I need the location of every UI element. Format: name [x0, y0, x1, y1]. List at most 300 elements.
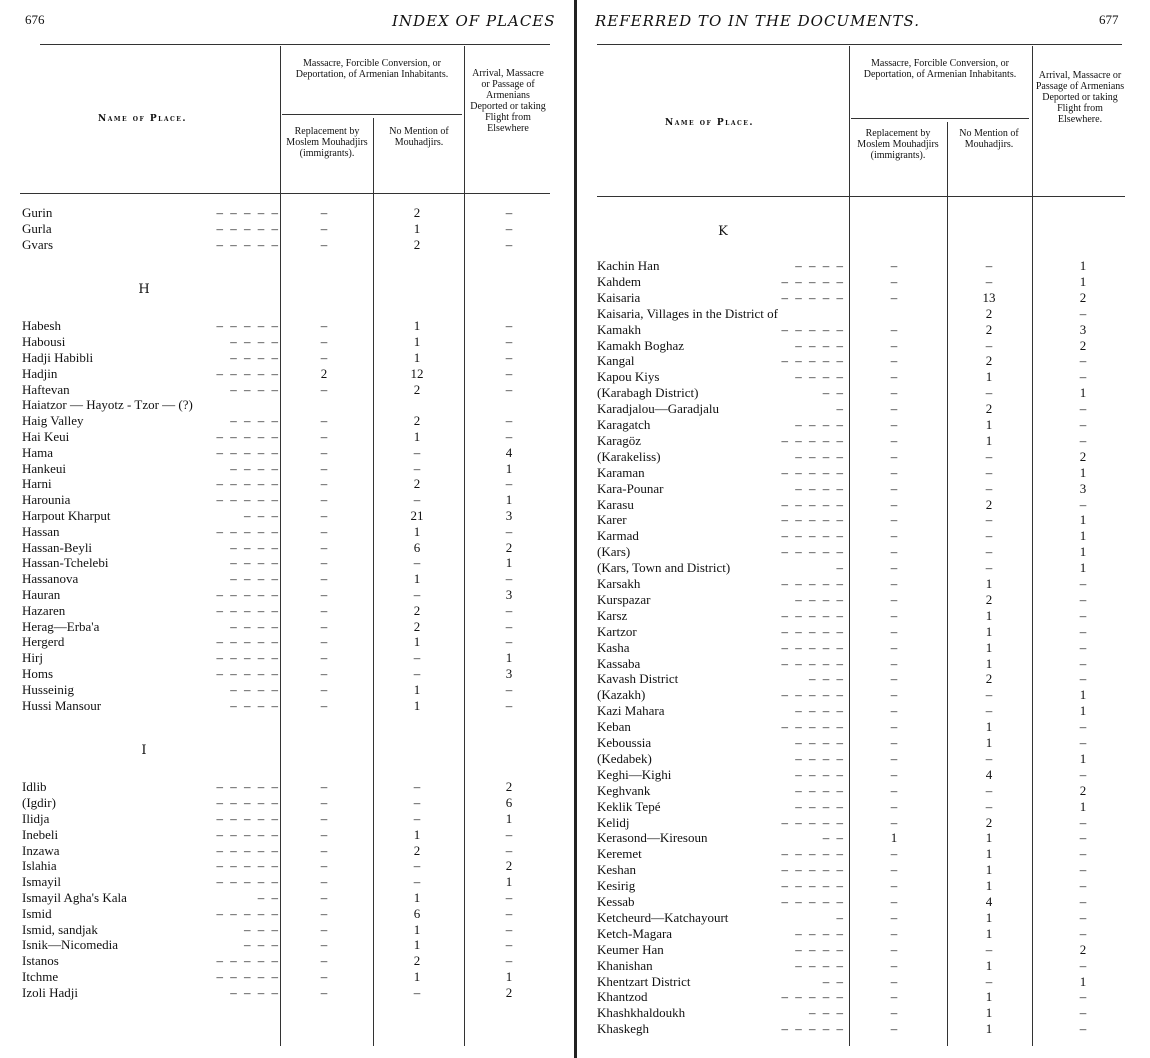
arrival-value: 2	[505, 858, 513, 874]
place-name: Ismayil Agha's Kala	[22, 890, 127, 905]
arrival-value: –	[505, 365, 513, 381]
place-name: Gvars	[22, 236, 54, 252]
index-row	[597, 767, 1125, 783]
no-mention-value: –	[985, 480, 993, 496]
index-row	[597, 353, 1125, 369]
index-row	[22, 953, 552, 969]
arrival-value: 1	[1079, 544, 1087, 560]
leader-dashes: – – – – –	[781, 432, 845, 448]
leader-dashes: – –	[822, 830, 845, 846]
arrival-value: –	[1079, 814, 1087, 830]
replacement-value: –	[320, 905, 328, 921]
no-mention-value: 2	[413, 618, 421, 634]
replacement-value: –	[320, 492, 328, 508]
replacement-value: –	[890, 528, 898, 544]
replacement-value: –	[320, 460, 328, 476]
replacement-value: –	[890, 878, 898, 894]
replacement-value: –	[320, 381, 328, 397]
replacement-value: –	[320, 444, 328, 460]
place-name: Ilidja	[22, 811, 50, 826]
no-mention-value: –	[985, 703, 993, 719]
index-row	[597, 1021, 1125, 1037]
no-mention-value: –	[985, 941, 993, 957]
place-name: Kerasond—Kiresoun	[597, 830, 708, 846]
index-row	[22, 237, 552, 253]
replacement-value: –	[890, 766, 898, 782]
index-row	[597, 528, 1125, 544]
index-row	[597, 783, 1125, 799]
header-bottom-rule	[20, 193, 550, 194]
no-mention-value: –	[413, 858, 421, 874]
replacement-value: –	[320, 318, 328, 334]
place-name: Habesh	[22, 318, 61, 334]
replacement-value: –	[320, 811, 328, 826]
place-name: Kahdem	[597, 273, 642, 289]
place-name: Haiatzor — Hayotz - Tzor — (?)	[22, 397, 193, 413]
leader-dashes: – – – – –	[216, 318, 280, 334]
index-row	[22, 937, 552, 953]
replacement-value: –	[890, 544, 898, 560]
no-mention-value: –	[413, 811, 421, 826]
leader-dashes: – – – – –	[781, 814, 845, 830]
leader-dashes: – – – –	[795, 480, 845, 496]
no-mention-value: 1	[985, 846, 993, 862]
index-row	[597, 910, 1125, 926]
replacement-value: 2	[320, 365, 328, 381]
leader-dashes: – – –	[809, 1005, 845, 1021]
index-row	[22, 461, 552, 477]
index-row	[22, 827, 552, 843]
leader-dashes: – – – –	[795, 369, 845, 385]
no-mention-value: 1	[985, 719, 993, 735]
no-mention-value: 1	[985, 1005, 993, 1021]
leader-dashes: – –	[822, 973, 845, 989]
leader-dashes: – – – –	[230, 350, 280, 365]
arrival-value: –	[505, 602, 513, 618]
replacement-value: –	[890, 909, 898, 925]
replacement-value: –	[890, 607, 898, 623]
place-name: Kaisaria, Villages in the District of	[597, 305, 778, 321]
leader-dashes: – – – – –	[216, 953, 280, 969]
replacement-value: –	[890, 735, 898, 750]
replacement-value: –	[320, 953, 328, 969]
place-name: Inebeli	[22, 826, 59, 842]
leader-dashes: – – – –	[795, 591, 845, 607]
index-row	[597, 878, 1125, 894]
arrival-value: 3	[1079, 321, 1087, 337]
column-header-group: Massacre, Forcible Conversion, or Deportation, of Armenian Inhabitants.	[863, 58, 1017, 80]
leader-dashes: – – – – –	[781, 989, 845, 1005]
replacement-value: –	[320, 890, 328, 905]
index-row	[597, 799, 1125, 815]
leader-dashes: – – – –	[795, 766, 845, 782]
leader-dashes: –	[836, 909, 845, 925]
arrival-value: 1	[1079, 512, 1087, 528]
index-row	[597, 258, 1125, 274]
leader-dashes: – – – –	[795, 782, 845, 798]
no-mention-value: 1	[985, 862, 993, 878]
place-name: Hassan-Beyli	[22, 539, 93, 555]
header-mid-rule	[282, 114, 462, 115]
place-name: Karagatch	[597, 417, 651, 432]
place-name: Isnik—Nicomedia	[22, 937, 119, 953]
replacement-value: –	[890, 925, 898, 941]
replacement-value: –	[890, 289, 898, 305]
no-mention-value: 1	[413, 220, 421, 236]
index-row	[22, 682, 552, 698]
index-row	[22, 445, 552, 461]
replacement-value: –	[320, 858, 328, 874]
index-row	[597, 560, 1125, 576]
index-row	[22, 811, 552, 827]
index-row	[597, 592, 1125, 608]
leader-dashes: – – – – –	[216, 811, 280, 826]
leader-dashes: – – – – –	[216, 969, 280, 984]
no-mention-value: –	[985, 385, 993, 401]
arrival-value: –	[505, 905, 513, 921]
index-row	[597, 751, 1125, 767]
leader-dashes: – – – – –	[781, 1021, 845, 1037]
arrival-value: –	[1079, 957, 1087, 973]
no-mention-value: 1	[413, 921, 421, 937]
no-mention-value: 1	[413, 571, 421, 587]
replacement-value: –	[890, 273, 898, 289]
arrival-value: –	[505, 681, 513, 697]
leader-dashes: – – – – –	[216, 666, 280, 681]
replacement-value: –	[320, 555, 328, 571]
no-mention-value: 1	[985, 369, 993, 385]
arrival-value: 1	[505, 555, 513, 571]
arrival-value: –	[1079, 878, 1087, 894]
place-name: Karsz	[597, 607, 628, 623]
no-mention-value: 1	[413, 634, 421, 650]
leader-dashes: – – – –	[795, 703, 845, 719]
place-name: Kessab	[597, 894, 635, 909]
running-head: INDEX OF PLACES	[392, 12, 556, 30]
no-mention-value: –	[985, 782, 993, 798]
place-name: Karmad	[597, 528, 639, 544]
leader-dashes: – – – –	[795, 798, 845, 814]
arrival-value: 1	[505, 874, 513, 890]
replacement-value: –	[320, 826, 328, 842]
place-name: Islahia	[22, 858, 57, 874]
place-name: Kesirig	[597, 878, 636, 894]
replacement-value: –	[320, 571, 328, 587]
place-name: (Kars, Town and District)	[597, 560, 731, 576]
no-mention-value: 1	[413, 429, 421, 444]
no-mention-value: –	[413, 984, 421, 1000]
place-name: Kamakh Boghaz	[597, 337, 685, 353]
index-row	[597, 449, 1125, 465]
index-row	[597, 846, 1125, 862]
replacement-value: –	[320, 874, 328, 890]
place-name: Kelidj	[597, 814, 630, 830]
arrival-value: –	[1079, 989, 1087, 1005]
no-mention-value: 2	[985, 353, 993, 369]
leader-dashes: – –	[257, 890, 280, 905]
index-row	[597, 544, 1125, 560]
index-row	[597, 735, 1125, 751]
replacement-value: –	[320, 476, 328, 492]
arrival-value: –	[505, 523, 513, 539]
leader-dashes: – – –	[244, 508, 280, 523]
arrival-value: 2	[505, 779, 513, 795]
arrival-value: –	[505, 318, 513, 334]
place-name: Karaman	[597, 464, 645, 480]
page-number: 676	[25, 12, 45, 27]
arrival-value: 1	[1079, 703, 1087, 719]
arrival-value: 3	[505, 666, 513, 681]
replacement-value: –	[890, 639, 898, 655]
arrival-value: 1	[1079, 273, 1087, 289]
replacement-value: –	[890, 385, 898, 401]
index-row	[597, 306, 1125, 322]
leader-dashes: – – – – –	[781, 496, 845, 512]
replacement-value: –	[890, 894, 898, 909]
no-mention-value: 12	[410, 365, 424, 381]
arrival-value: 3	[1079, 480, 1087, 496]
index-row	[22, 382, 552, 398]
place-name: Hergerd	[22, 634, 65, 650]
leader-dashes: – – – – –	[216, 523, 280, 539]
index-row	[22, 634, 552, 650]
arrival-value: 1	[505, 811, 513, 826]
index-row	[597, 401, 1125, 417]
index-row	[22, 540, 552, 556]
index-row	[22, 508, 552, 524]
index-row	[22, 555, 552, 571]
place-name: Gurla	[22, 220, 52, 236]
place-name: Kara-Pounar	[597, 480, 664, 496]
arrival-value: 2	[1079, 941, 1087, 957]
index-row	[597, 687, 1125, 703]
replacement-value: –	[320, 697, 328, 713]
no-mention-value: –	[413, 587, 421, 602]
index-row	[597, 942, 1125, 958]
no-mention-value: –	[985, 448, 993, 464]
place-name: (Igdir)	[22, 795, 56, 811]
leader-dashes: – – – –	[795, 957, 845, 973]
leader-dashes: – – – – –	[216, 874, 280, 890]
arrival-value: 1	[505, 650, 513, 666]
arrival-value: –	[1079, 607, 1087, 623]
index-row	[22, 619, 552, 635]
arrival-value: –	[505, 826, 513, 842]
arrival-value: –	[505, 429, 513, 444]
index-row	[22, 571, 552, 587]
replacement-value: –	[890, 671, 898, 687]
index-row	[597, 322, 1125, 338]
arrival-value: –	[1079, 576, 1087, 591]
replacement-value: –	[890, 576, 898, 591]
leader-dashes: – – – – –	[781, 544, 845, 560]
leader-dashes: – – – –	[795, 258, 845, 273]
arrival-value: –	[505, 937, 513, 953]
place-name: Hama	[22, 444, 54, 460]
place-name: Ismayil	[22, 874, 61, 890]
no-mention-value: 1	[985, 957, 993, 973]
column-header-no-mention: No Mention of Mouhadjirs.	[389, 126, 449, 148]
replacement-value: –	[890, 417, 898, 432]
replacement-value: –	[890, 798, 898, 814]
replacement-value: 1	[890, 830, 898, 846]
arrival-value: –	[1079, 353, 1087, 369]
replacement-value: –	[320, 984, 328, 1000]
replacement-value: –	[890, 480, 898, 496]
leader-dashes: – – – – –	[216, 842, 280, 858]
arrival-value: –	[1079, 735, 1087, 750]
replacement-value: –	[320, 523, 328, 539]
index-row	[22, 603, 552, 619]
leader-dashes: – – – – –	[216, 858, 280, 874]
leader-dashes: – – – –	[230, 571, 280, 587]
place-name: Hadji Habibli	[22, 350, 94, 365]
column-header-name: Name of Place.	[98, 114, 187, 124]
replacement-value: –	[890, 719, 898, 735]
arrival-value: –	[1079, 925, 1087, 941]
column-header-group: Massacre, Forcible Conversion, or Deportation, of Armenian Inhabitants.	[295, 58, 449, 80]
leader-dashes: – – – – –	[216, 634, 280, 650]
index-row	[22, 429, 552, 445]
no-mention-value: 1	[985, 925, 993, 941]
no-mention-value: 1	[413, 697, 421, 713]
no-mention-value: 1	[985, 639, 993, 655]
no-mention-value: 1	[985, 735, 993, 750]
index-row	[597, 274, 1125, 290]
no-mention-value: –	[413, 444, 421, 460]
replacement-value: –	[320, 969, 328, 984]
place-name: Kasha	[597, 639, 630, 655]
place-name: Khentzart District	[597, 973, 691, 989]
no-mention-value: 1	[413, 937, 421, 953]
replacement-value: –	[320, 779, 328, 795]
no-mention-value: –	[413, 874, 421, 890]
replacement-value: –	[890, 957, 898, 973]
replacement-value: –	[890, 814, 898, 830]
arrival-value: 1	[1079, 385, 1087, 401]
no-mention-value: 4	[985, 894, 993, 909]
place-name: Khashkhaldoukh	[597, 1005, 686, 1021]
place-name: Karer	[597, 512, 627, 528]
index-row	[22, 221, 552, 237]
replacement-value: –	[320, 666, 328, 681]
index-row	[22, 922, 552, 938]
arrival-value: –	[1079, 417, 1087, 432]
column-header-name: Name of Place.	[665, 118, 754, 128]
place-name: Haftevan	[22, 381, 70, 397]
no-mention-value: 1	[985, 576, 993, 591]
no-mention-value: 1	[413, 350, 421, 365]
no-mention-value: 2	[413, 205, 421, 220]
place-name: Hai Keui	[22, 429, 70, 444]
arrival-value: 3	[505, 508, 513, 523]
index-row	[597, 369, 1125, 385]
arrival-value: –	[1079, 655, 1087, 671]
section-heading: K	[718, 224, 728, 239]
no-mention-value: 2	[985, 814, 993, 830]
leader-dashes: – – – – –	[781, 321, 845, 337]
replacement-value: –	[320, 921, 328, 937]
index-row	[22, 397, 552, 413]
no-mention-value: 2	[413, 413, 421, 429]
no-mention-value: –	[413, 555, 421, 571]
no-mention-value: –	[985, 750, 993, 766]
no-mention-value: –	[985, 528, 993, 544]
leader-dashes: – – – – –	[216, 205, 280, 220]
leader-dashes: – – – – –	[216, 905, 280, 921]
index-row	[22, 858, 552, 874]
arrival-value: 2	[505, 984, 513, 1000]
replacement-value: –	[890, 401, 898, 417]
arrival-value: –	[505, 381, 513, 397]
leader-dashes: – – –	[809, 671, 845, 687]
arrival-value: 2	[1079, 448, 1087, 464]
replacement-value: –	[890, 591, 898, 607]
running-head: REFERRED TO IN THE DOCUMENTS.	[595, 12, 921, 30]
leader-dashes: – – – –	[230, 697, 280, 713]
leader-dashes: – – – –	[795, 417, 845, 432]
index-row	[597, 815, 1125, 831]
no-mention-value: 2	[985, 591, 993, 607]
leader-dashes: – – – –	[230, 681, 280, 697]
no-mention-value: 1	[985, 655, 993, 671]
arrival-value: –	[1079, 591, 1087, 607]
no-mention-value: 2	[413, 953, 421, 969]
replacement-value: –	[890, 560, 898, 576]
place-name: Hassan	[22, 523, 60, 539]
place-name: Kachin Han	[597, 258, 660, 273]
place-name: Gurin	[22, 205, 53, 220]
leader-dashes: – – – –	[795, 448, 845, 464]
no-mention-value: –	[413, 779, 421, 795]
leader-dashes: – – – – –	[781, 576, 845, 591]
arrival-value: 6	[505, 795, 513, 811]
index-row	[22, 524, 552, 540]
page-number: 677	[1099, 12, 1119, 27]
place-name: (Kedabek)	[597, 750, 652, 766]
arrival-value: –	[1079, 862, 1087, 878]
arrival-value: 1	[505, 969, 513, 984]
index-row	[22, 890, 552, 906]
replacement-value: –	[890, 512, 898, 528]
index-row	[597, 974, 1125, 990]
leader-dashes: – – – – –	[781, 353, 845, 369]
replacement-value: –	[890, 1005, 898, 1021]
place-name: Homs	[22, 666, 54, 681]
leader-dashes: – – – –	[795, 337, 845, 353]
arrival-value: –	[1079, 909, 1087, 925]
leader-dashes: – – – –	[230, 460, 280, 476]
index-row	[597, 640, 1125, 656]
no-mention-value: 1	[985, 830, 993, 846]
place-name: Hankeui	[22, 460, 67, 476]
place-name: Kangal	[597, 353, 635, 369]
place-name: Kamakh	[597, 321, 642, 337]
replacement-value: –	[320, 795, 328, 811]
arrival-value: –	[505, 842, 513, 858]
no-mention-value: 2	[413, 842, 421, 858]
leader-dashes: – – – –	[795, 750, 845, 766]
index-row	[597, 433, 1125, 449]
arrival-value: 3	[505, 587, 513, 602]
place-name: Kassaba	[597, 655, 641, 671]
place-name: Keboussia	[597, 735, 652, 750]
no-mention-value: 6	[413, 905, 421, 921]
replacement-value: –	[890, 496, 898, 512]
arrival-value: –	[1079, 305, 1087, 321]
replacement-value: –	[890, 321, 898, 337]
no-mention-value: –	[413, 666, 421, 681]
